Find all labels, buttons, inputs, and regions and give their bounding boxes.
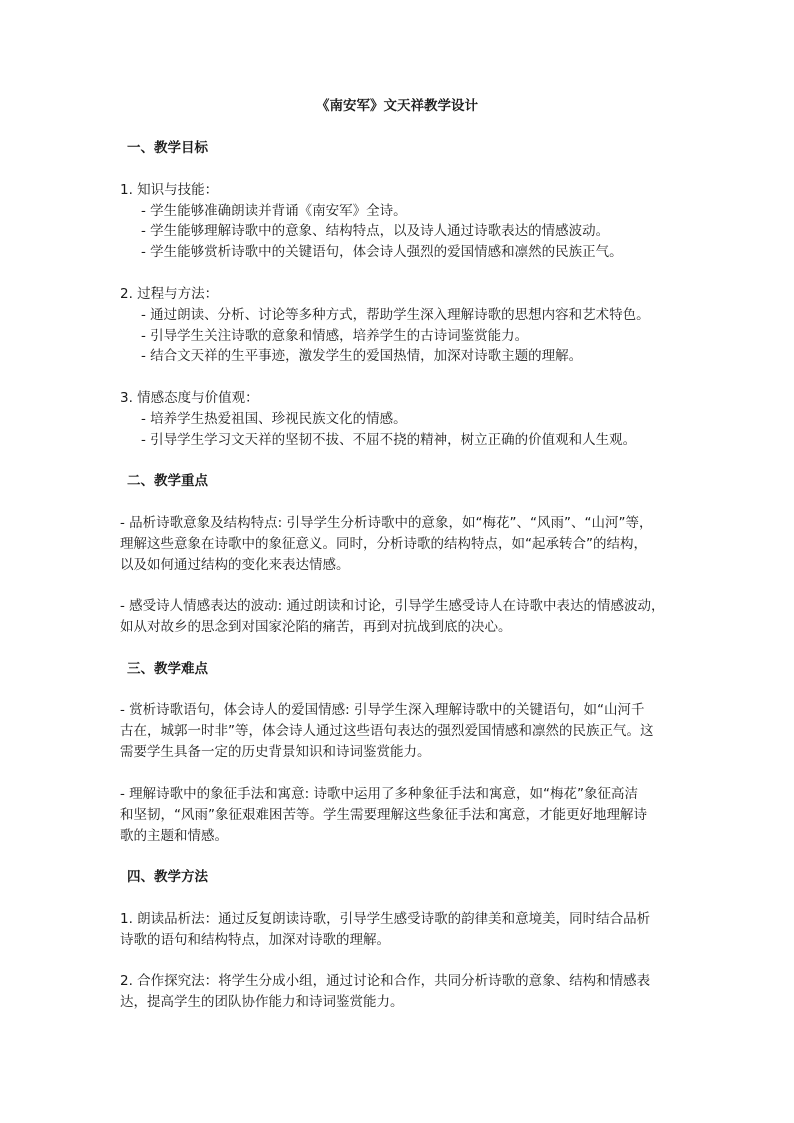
goal-point: - 引导学生关注诗歌的意象和情感，培养学生的古诗词鉴赏能力。 bbox=[141, 328, 529, 344]
paragraph-line: - 赏析诗歌语句，体会诗人的爱国情感: 引导学生深入理解诗歌中的关键语句，如“山河千 bbox=[120, 702, 645, 718]
paragraph-line: 1. 朗读品析法：通过反复朗读诗歌，引导学生感受诗歌的韵律美和意境美，同时结合品析 bbox=[120, 911, 651, 927]
goal-item-label: 2. 过程与方法： bbox=[120, 286, 219, 302]
section-heading-goals: 一、教学目标 bbox=[127, 140, 208, 156]
paragraph-line: 需要学生具备一定的历史背景知识和诗词鉴赏能力。 bbox=[120, 744, 431, 760]
paragraph-line: - 理解诗歌中的象征手法和寓意: 诗歌中运用了多种象征手法和寓意，如“梅花”象征高洁 bbox=[120, 786, 638, 802]
paragraph-line: 诗歌的语句和结构特点，加深对诗歌的理解。 bbox=[120, 932, 390, 948]
goal-point: - 学生能够准确朗读并背诵《南安军》全诗。 bbox=[141, 203, 407, 219]
goal-point: - 结合文天祥的生平事迹，激发学生的爱国热情，加深对诗歌主题的理解。 bbox=[141, 348, 583, 364]
paragraph-line: 如从对故乡的思念到对国家沦陷的痛苦，再到对抗战到底的决心。 bbox=[120, 619, 512, 635]
paragraph-line: 2. 合作探究法：将学生分成小组，通过讨论和合作，共同分析诗歌的意象、结构和情感表 bbox=[120, 973, 651, 989]
goal-point: - 学生能够理解诗歌中的意象、结构特点，以及诗人通过诗歌表达的情感波动。 bbox=[141, 223, 610, 239]
goal-point: - 通过朗读、分析、讨论等多种方式，帮助学生深入理解诗歌的思想内容和艺术特色。 bbox=[141, 307, 650, 323]
paragraph-line: 古在，城郭一时非”等，体会诗人通过这些语句表达的强烈爱国情感和凛然的民族正气。这 bbox=[120, 723, 654, 739]
section-heading-key-points: 二、教学重点 bbox=[127, 473, 208, 489]
paragraph-line: 达，提高学生的团队协作能力和诗词鉴赏能力。 bbox=[120, 994, 404, 1010]
section-heading-difficulties: 三、教学难点 bbox=[127, 661, 208, 677]
section-heading-methods: 四、教学方法 bbox=[127, 869, 208, 885]
goal-point: - 培养学生热爱祖国、珍视民族文化的情感。 bbox=[141, 411, 407, 427]
goal-item-label: 1. 知识与技能： bbox=[120, 182, 219, 198]
goal-item-label: 3. 情感态度与价值观： bbox=[120, 390, 259, 406]
paragraph-line: 和坚韧，“风雨”象征艰难困苦等。学生需要理解这些象征手法和寓意，才能更好地理解诗 bbox=[120, 807, 647, 823]
goal-point: - 学生能够赏析诗歌中的关键语句，体会诗人强烈的爱国情感和凛然的民族正气。 bbox=[141, 244, 623, 260]
paragraph-line: 歌的主题和情感。 bbox=[120, 828, 228, 844]
paragraph-line: 理解这些意象在诗歌中的象征意义。同时，分析诗歌的结构特点，如“起承转合”的结构， bbox=[120, 536, 647, 552]
paragraph-line: - 品析诗歌意象及结构特点: 引导学生分析诗歌中的意象，如“梅花”、“风雨”、“山河”等， bbox=[120, 515, 653, 531]
document-title: 《南安军》文天祥教学设计 bbox=[316, 98, 478, 114]
paragraph-line: 以及如何通过结构的变化来表达情感。 bbox=[120, 557, 350, 573]
paragraph-line: - 感受诗人情感表达的波动: 通过朗读和讨论，引导学生感受诗人在诗歌中表达的情感波动， bbox=[120, 598, 665, 614]
goal-point: - 引导学生学习文天祥的坚韧不拔、不屈不挠的精神，树立正确的价值观和人生观。 bbox=[141, 432, 637, 448]
